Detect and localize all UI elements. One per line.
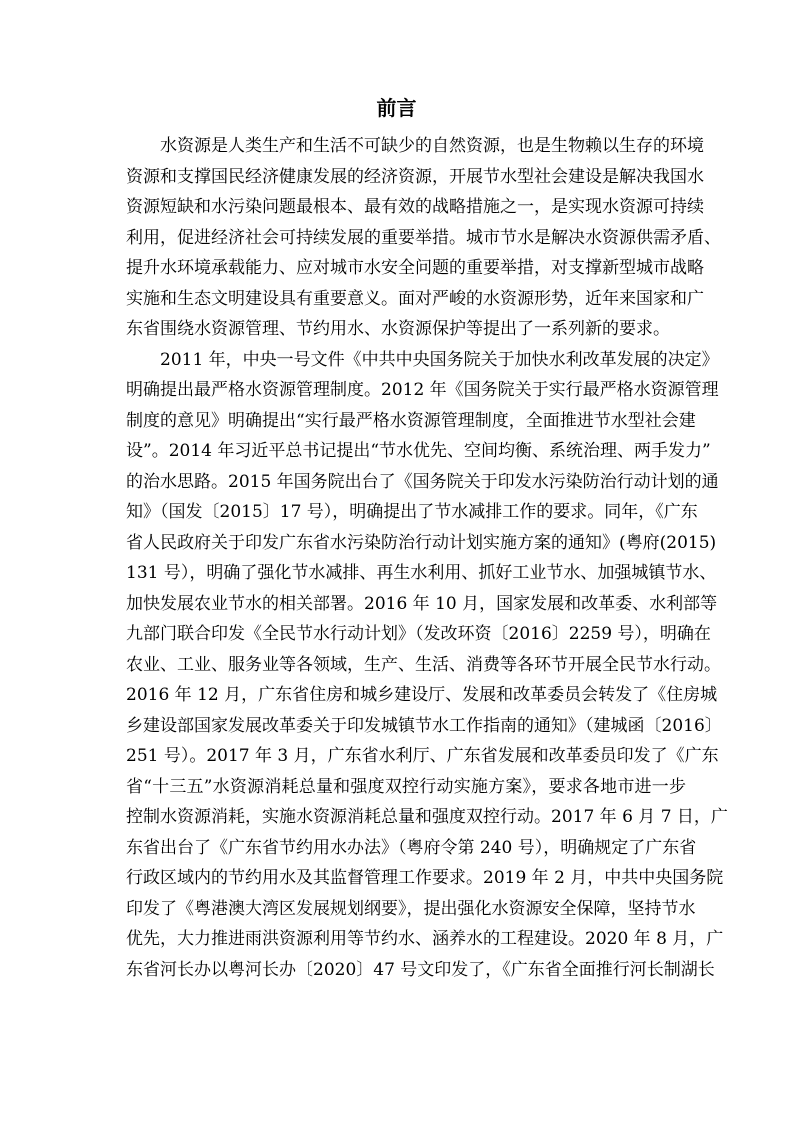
text-line: 资源和支撑国民经济健康发展的经济资源，开展节水型社会建设是解决我国水 [126,166,704,187]
text-line: 东省河长办以粤河长办〔2020〕47 号文印发了，《广东省全面推行河长制湖长 [126,959,715,980]
text-line: 水资源是人类生产和生活不可缺少的自然资源，也是生物赖以生存的环境 [160,136,704,156]
text-line: 利用，促进经济社会可持续发展的重要举措。城市节水是解决水资源供需矛盾、 [126,227,721,248]
text-line: 设”。2014 年习近平总书记提出“节水优先、空间均衡、系统治理、两手发力” [126,441,711,461]
text-line: 控制水资源消耗，实施水资源消耗总量和强度双控行动。2017 年 6 月 7 日，广 [126,807,728,827]
text-line: 251 号）。2017 年 3 月，广东省水利厅、广东省发展和改革委员印发了《广东 [126,746,719,766]
text-line: 2016 年 12 月，广东省住房和城乡建设厅、发展和改革委员会转发了《住房城 [126,685,718,705]
text-line: 明确提出最严格水资源管理制度。2012 年《国务院关于实行最严格水资源管理 [126,380,719,400]
text-line: 131 号），明确了强化节水减排、再生水利用、抓好工业节水、加强城镇节水、 [126,563,717,583]
text-line: 农业、工业、服务业等各领域，生产、生活、消费等各环节开展全民节水行动。 [126,654,721,675]
text-line: 加快发展农业节水的相关部署。2016 年 10 月，国家发展和改革委、水利部等 [126,593,718,614]
text-line: 乡建设部国家发展改革委关于印发城镇节水工作指南的通知》（建城函〔2016〕 [126,715,722,736]
text-line: 提升水环境承载能力、应对城市水安全问题的重要举措，对支撑新型城市战略 [126,258,704,278]
text-line: 九部门联合印发《全民节水行动计划》（发改环资〔2016〕2259 号），明确在 [126,624,711,644]
text-line: 制度的意见》明确提出“实行最严格水资源管理制度，全面推进节水型社会建 [126,410,696,431]
text-line: 东省出台了《广东省节约用水办法》（粤府令第 240 号），明确规定了广东省 [126,837,697,858]
text-line: 资源短缺和水污染问题最根本、最有效的战略措施之一，是实现水资源可持续 [126,197,704,217]
text-line: 2011 年，中央一号文件《中共中央国务院关于加快水利改革发展的决定》 [160,349,719,370]
text-line: 优先，大力推进雨洪资源利用等节约水、涵养水的工程建设。2020 年 8 月，广 [126,929,724,949]
text-line: 省人民政府关于印发广东省水污染防治行动计划实施方案的通知》(粤府(2015) [126,532,717,553]
text-line: 行政区域内的节约用水及其监督管理工作要求。2019 年 2 月，中共中央国务院 [126,868,724,888]
text-line: 省“十三五”水资源消耗总量和强度双控行动实施方案》，要求各地市进一步 [126,776,686,797]
text-line: 知》（国发〔2015〕17 号），明确提出了节水减排工作的要求。同年，《广东 [126,502,698,522]
text-line: 实施和生态文明建设具有重要意义。面对严峻的水资源形势，近年来国家和广 [126,288,704,309]
text-line: 的治水思路。2015 年国务院出台了《国务院关于印发水污染防治行动计划的通 [126,471,719,492]
text-line: 印发了《粤港澳大湾区发展规划纲要》，提出强化水资源安全保障，坚持节水 [126,898,696,919]
page-title: 前言 [376,96,417,120]
text-line: 东省围绕水资源管理、节约用水、水资源保护等提出了一系列新的要求。 [126,319,670,339]
preface-body [126,131,728,985]
